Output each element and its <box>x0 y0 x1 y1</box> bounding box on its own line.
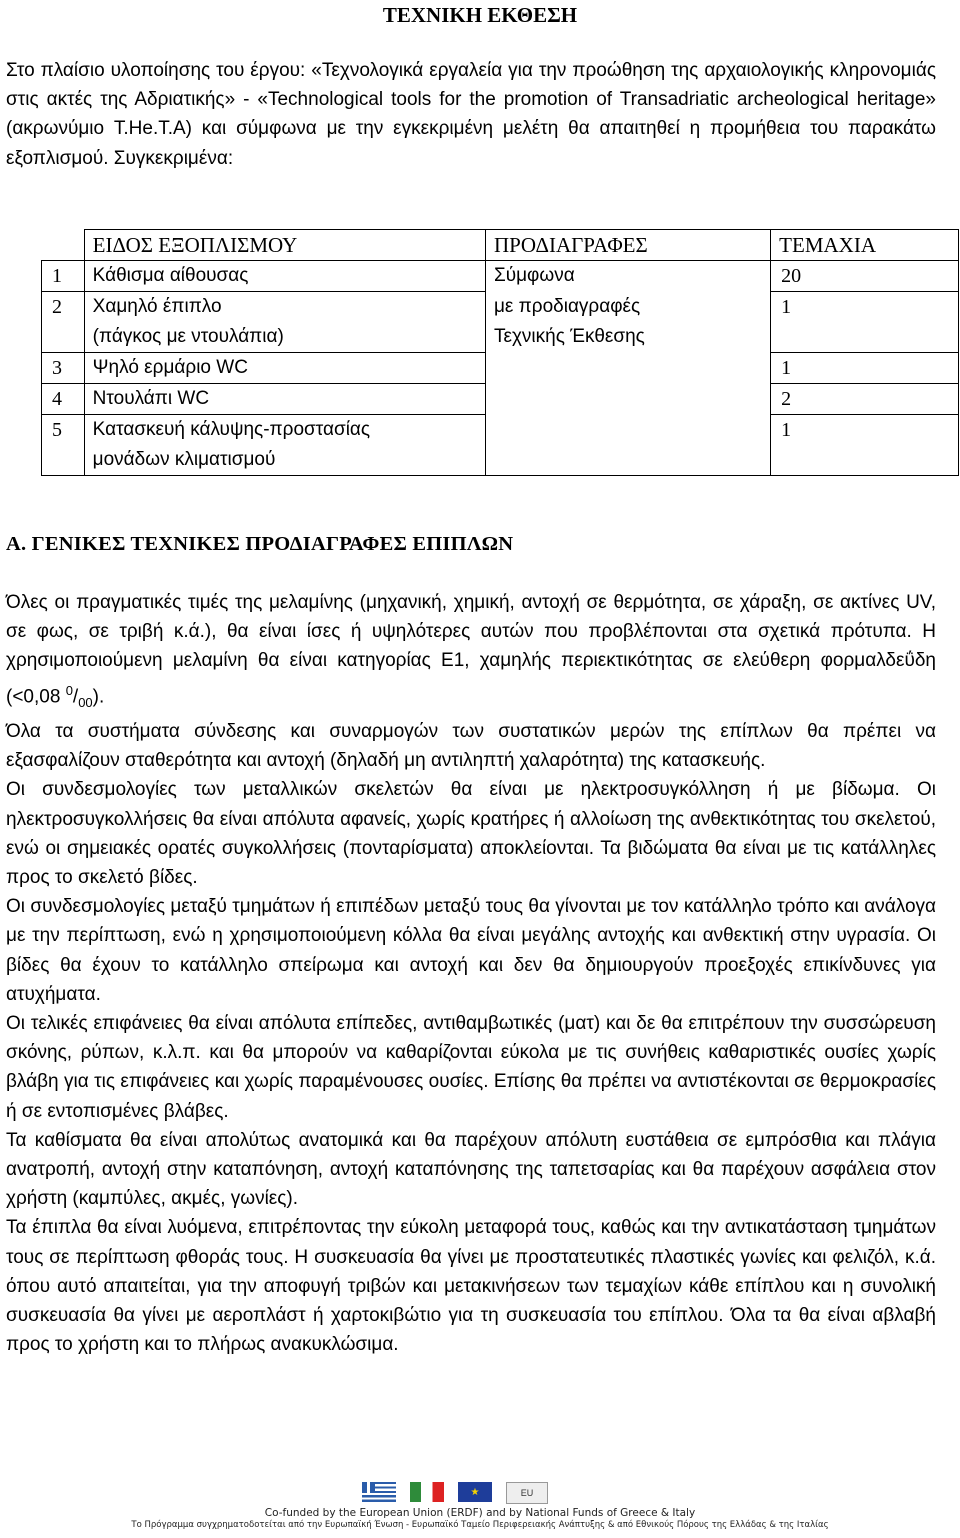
row-number: 5 <box>42 415 85 476</box>
row-item: Ντουλάπι WC <box>84 384 485 415</box>
header-item: ΕΙΔΟΣ ΕΞΟΠΛΙΣΜΟΥ <box>84 230 485 261</box>
paragraph-connections: Οι συνδεσμολογίες μεταξύ τμημάτων ή επιπέδων μεταξύ τους θα γίνονται με τον κατάλληλο τρόπο και ανάλογα με την περίπτωση, ενώ η χρησιμοποιούμενη κόλλα θα είναι μεγάλης αντοχής και ανθεκτική στην υγρασία. Οι βίδες θα έχουν το κατάλληλο σπείρωμα και αντοχή και δεν θα δημιουργούν προεξοχές επικίνδυνες για ατυχήματα. <box>6 896 936 1005</box>
row-qty: 20 <box>771 261 959 292</box>
paragraph-packaging: Τα έπιπλα θα είναι λυόμενα, επιτρέποντας την εύκολη μεταφορά τους, καθώς και την αντικατάσταση τμημάτων τους σε περίπτωση φθοράς τους. Η συσκευασία θα γίνει με προστατευτικές πλαστικές γωνίες και φελιζόλ, κ.ά. όπου αυτό απαιτείται, για την αποφυγή τριβών και μετακινήσεων των τεμαχίων κάθε επίπλου και η συνολική συσκευασία θα γίνει με αεροπλάστ ή χαρτοκιβώτιο για τη συσκευασία του επίπλου. Όλα τα θα είναι αβλαβή προς το χρήστη και το πλήρως ανακυκλώσιμα. <box>6 1217 936 1356</box>
specifications-body <box>6 588 936 1359</box>
spec-line-1: Σύμφωνα <box>485 261 770 292</box>
program-logo-icon: EU <box>506 1482 548 1504</box>
equipment-table <box>41 229 959 476</box>
row-number: 1 <box>42 261 85 292</box>
row-qty: 1 <box>771 415 959 476</box>
paragraph-melamine: Όλες οι πραγματικές τιμές της μελαμίνης (μηχανική, χημική, αντοχή σε θερμότητα, σε χάραξη, σε ακτίνες UV, σε φως, σε τριβή κ.ά.), θα είναι ίσες ή υψηλότερες αυτών που προβλέπονται στα σχετικά πρότυπα. Η χρησιμοποιούμενη μελαμίνη θα είναι κατηγορίας Ε1, χαμηλής περιεκτικότητας σε ελεύθερη φορμαλδεΰδη (<0,08 $^0/_{00}$). <box>6 592 936 710</box>
greece-flag-icon <box>362 1482 396 1502</box>
paragraph-surfaces: Οι τελικές επιφάνειες θα είναι απόλυτα επίπεδες, αντιθαμβωτικές (ματ) και δε θα επιτρέπουν την συσσώρευση σκόνης, ρύπων, κ.λ.π. και θα μπορούν να καθαρίζονται εύκολα με τις συνήθεις καθαριστικές ουσίες χωρίς βλάβη για τις επιφάνειες και χωρίς παραμένουσες ουσίες. Επίσης θα πρέπει να αντιστέκονται σε θερμοκρασίες ή σε εντοπισμένες βλάβες. <box>6 1012 936 1122</box>
table-row <box>42 353 959 384</box>
intro-paragraph: Στο πλαίσιο υλοποίησης του έργου: «Τεχνολογικά εργαλεία για την προώθηση της αρχαιολογικής κληρονομιάς στις ακτές της Αδριατικής» - «Technological tools for the promotion of Transadriatic archeological heritage» (ακρωνύμιο T.He.T.A) και σύμφωνα με την εγκεκριμένη μελέτη θα απαιτηθεί η προμήθεια του παρακάτω εξοπλισμού. Συγκεκριμένα: <box>6 60 936 169</box>
row-item: Ψηλό ερμάριο WC <box>84 353 485 384</box>
row-qty: 1 <box>771 353 959 384</box>
paragraph-joints: Όλα τα συστήματα σύνδεσης και συναρμογών των συστατικών μερών της επίπλων θα πρέπει να εξασφαλίζουν σταθερότητα και αντοχή (δηλαδή μη αντιληπτή χαλαρότητα) της κατασκευής. <box>6 720 936 772</box>
row-number: 3 <box>42 353 85 384</box>
footer-logos <box>362 1482 548 1502</box>
spec-cell <box>485 292 770 353</box>
italy-flag-icon <box>410 1482 444 1502</box>
row-qty: 2 <box>771 384 959 415</box>
section-a-heading: Α. ΓΕΝΙΚΕΣ ΤΕΧΝΙΚΕΣ ΠΡΟΔΙΑΓΡΑΦΕΣ ΕΠΙΠΛΩΝ <box>6 533 514 555</box>
row-item-line: Κατασκευή κάλυψης-προστασίας <box>92 419 371 440</box>
cofunding-line-1: Co-funded by the European Union (ERDF) and by National Funds of Greece & Italy <box>264 1507 696 1519</box>
table-row <box>42 261 959 292</box>
row-item <box>84 292 485 353</box>
row-number: 2 <box>42 292 85 353</box>
row-item <box>84 415 485 476</box>
spec-line-2: με προδιαγραφές <box>493 295 641 317</box>
row-item-line: Χαμηλό έπιπλο <box>92 296 222 317</box>
header-qty: ΤΕΜΑΧΙΑ <box>771 230 959 261</box>
document-title: ΤΕΧΝΙΚΗ ΕΚΘΕΣΗ <box>382 3 578 27</box>
table-row <box>42 384 959 415</box>
row-item-line: (πάγκος με ντουλάπια) <box>92 326 284 347</box>
paragraph-seats: Τα καθίσματα θα είναι απολύτως ανατομικά και θα παρέχουν απόλυτη ευστάθεια σε εμπρόσθια και πλάγια ανατροπή, αντοχή στην καταπόνηση, αντοχή καταπόνησης της ταπετσαρίας και θα παρέχουν ασφάλεια στον χρήστη (καμπύλες, ακμές, γωνίες). <box>6 1129 936 1210</box>
table-header-row <box>42 230 959 261</box>
eu-flag-icon: ★ <box>458 1482 492 1502</box>
row-number: 4 <box>42 384 85 415</box>
table-row <box>42 292 959 353</box>
row-item: Κάθισμα αίθουσας <box>84 261 485 292</box>
paragraph-metal-frames: Οι συνδεσμολογίες των μεταλλικών σκελετών θα είναι με ηλεκτροσυγκόλληση ή με βίδωμα. Οι ηλεκτροσυγκολλήσεις θα είναι απόλυτα αφανείς, χωρίς κρατήρες ή αλλοίωση της ανθεκτικότητας του σκελετού, ενώ οι σημειακές ορατές συγκολλήσεις (πονταρίσματα) αποκλείονται. Τα βιδώματα θα είναι με τις κατάλληλες προς το σκελετό βίδες. <box>6 779 936 888</box>
cofunding-line-2: Το Πρόγραμμα συγχρηματοδοτείται από την Ευρωπαϊκή Ένωση - Ευρωπαϊκό Ταμείο Περιφερειακής Ανάπτυξης & από Εθνικούς Πόρους της Ελλάδας & της Ιταλίας <box>131 1520 829 1530</box>
table-row <box>42 415 959 476</box>
spec-line-3: Τεχνικής Έκθεσης <box>493 325 645 347</box>
row-qty: 1 <box>771 292 959 353</box>
header-spec: ΠΡΟΔΙΑΓΡΑΦΕΣ <box>485 230 770 261</box>
row-item-line: μονάδων κλιματισμού <box>92 449 276 470</box>
